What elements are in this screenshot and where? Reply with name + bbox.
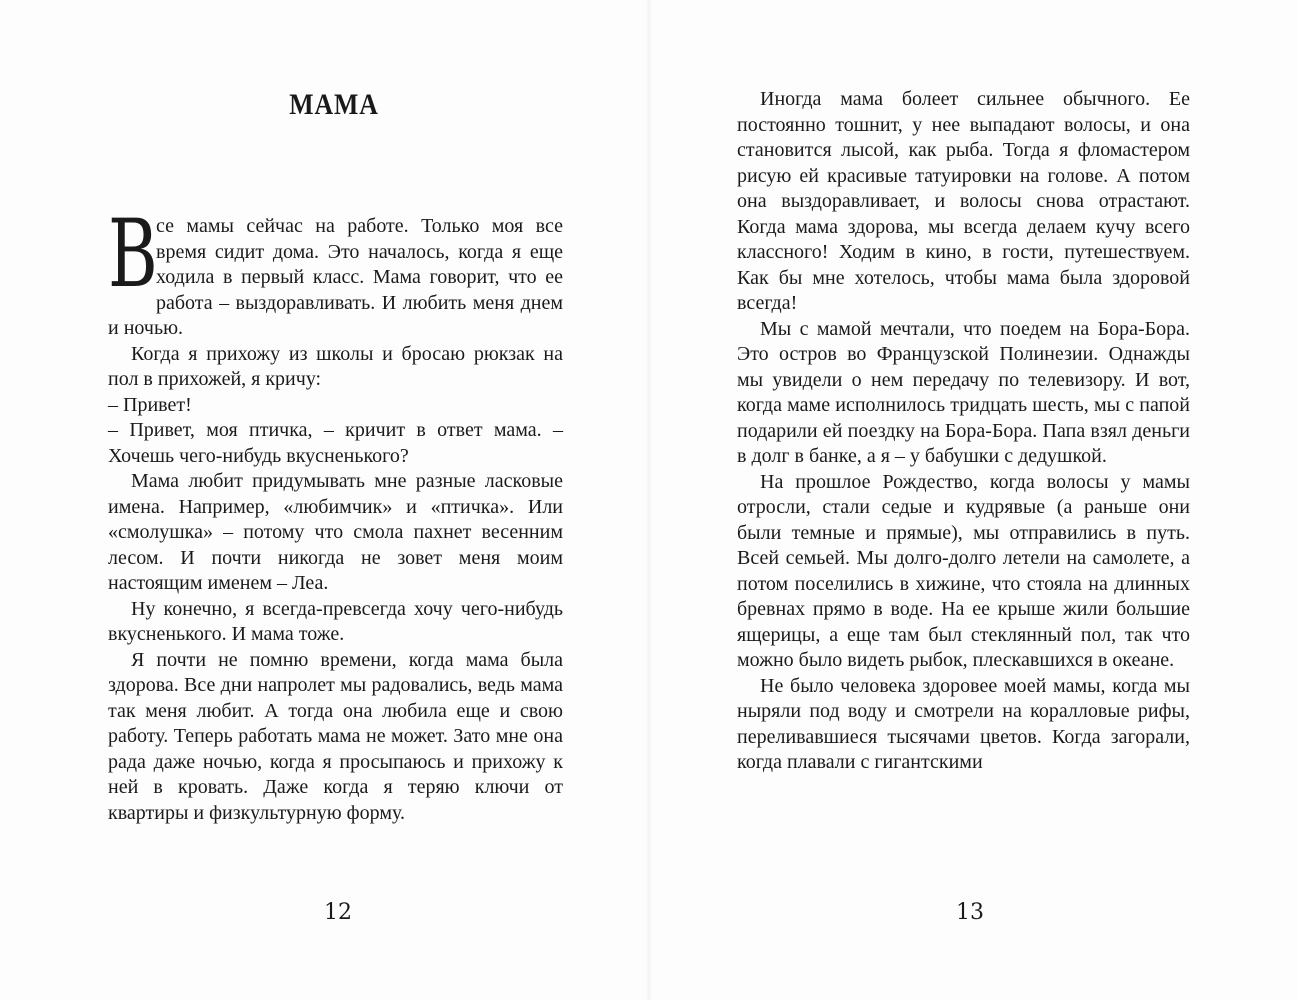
paragraph: Иногда мама болеет сильнее обычного. Ее постоянно тошнит, у нее выпадают волосы, и она становится лысой, как рыба. Тогда я фломастером рисую ей красивые татуировки на голове. А потом она выздоравливает, и волосы снова отрастают. Когда мама здорова, мы всегда делаем кучу всего классного! Ходим в кино, в гости, путешествуем. Как бы мне хотелось, чтобы мама была здоровой всегда! <box>737 88 1190 314</box>
first-paragraph-text: се мамы сейчас на работе. Только моя все время сидит дома. Это началось, когда я еще ходила в первый класс. Мама говорит, что ее работа – выздоравливать. И любить меня днем и ночью. <box>108 215 563 339</box>
dialogue-line: – Привет! <box>108 393 192 416</box>
right-page-text <box>737 87 1190 776</box>
right-page <box>650 0 1298 1000</box>
paragraph: Я почти не помню времени, когда мама была здорова. Все дни напролет мы радовались, ведь мама так меня любит. А тогда она любила еще и свою работу. Теперь работать мама не может. Зато мне она рада даже ночью, когда я просыпаюсь и прихожу к ней в кровать. Даже когда я теряю ключи от квартиры и физкультурную форму. <box>108 648 563 824</box>
left-page <box>0 0 648 1000</box>
paragraph: Мама любит придумывать мне разные ласковые имена. Например, «любимчик» и «птичка». Или «смолушка» – потому что смола пахнет весенним лесом. И почти никогда не зовет меня моим настоящим именем – Леа. <box>108 470 563 594</box>
page-number: 12 <box>324 900 352 925</box>
paragraph: Ну конечно, я всегда-превсегда хочу чего-нибудь вкусненького. И мама тоже. <box>108 597 563 645</box>
paragraph: Мы с мамой мечтали, что поедем на Бора-Бора. Это остров во Французской Полинезии. Однажды мы увидели о нем передачу по телевизору. И вот, когда маме исполнилось тридцать шесть, мы с папой подарили ей поездку на Бора-Бора. Папа взял деньги в долг в банке, а я – у бабушки с дедушкой. <box>737 317 1190 467</box>
drop-cap: В <box>108 200 158 309</box>
paragraph: На прошлое Рождество, когда волосы у мамы отросли, стали седые и кудрявые (а раньше они были темные и прямые), мы отправились в путь. Всей семьей. Мы долго-долго летели на самолете, а потом поселились в хижине, что стояла на длинных бревнах прямо в воде. На ее крыше жили большие ящерицы, а еще там был стеклянный пол, так что можно было видеть рыбок, плескавшихся в океане. <box>737 470 1190 671</box>
page-number: 13 <box>956 900 984 925</box>
dialogue-line: – Привет, моя птичка, – кричит в ответ мама. – Хочешь чего-нибудь вкусненького? <box>108 419 563 467</box>
left-page-text <box>108 200 563 826</box>
paragraph: Не было человека здоровее моей мамы, когда мы ныряли под воду и смотрели на коралловые рифы, переливавшиеся тысячами цветов. Когда загорали, когда плавали с гигантскими <box>737 674 1190 773</box>
paragraph: Когда я прихожу из школы и бросаю рюкзак на пол в прихожей, я кричу: <box>108 342 563 390</box>
first-paragraph <box>108 200 563 342</box>
chapter-title: МАМА <box>289 88 379 121</box>
